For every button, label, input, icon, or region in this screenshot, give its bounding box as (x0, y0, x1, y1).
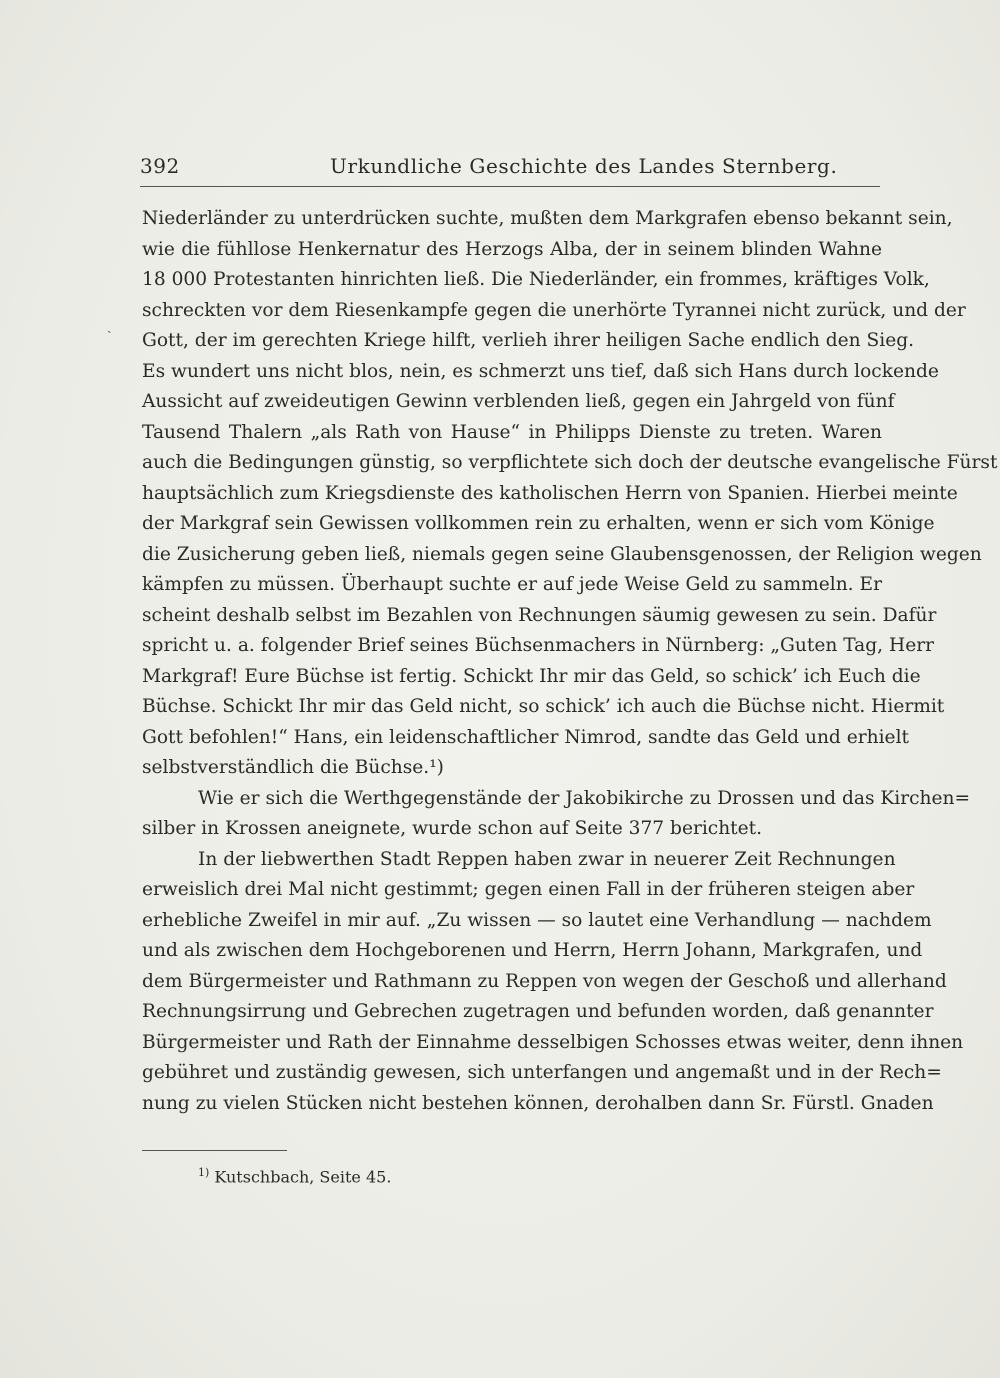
text-line: spricht u. a. folgender Brief seines Büchsenmachers in Nürnberg: „Guten Tag, Herr (142, 635, 934, 656)
text-line: silber in Krossen aneignete, wurde schon auf Seite 377 berichtet. (142, 818, 763, 839)
page-number: 392 (140, 154, 180, 178)
text-line: Markgraf! Eure Büchse ist fertig. Schickt Ihr mir das Geld, so schick’ ich Euch die (142, 665, 921, 687)
text-line: Wie er sich die Werthgegenstände der Jakobikirche zu Drossen und das Kirchen= (198, 787, 971, 809)
text-line: Büchse. Schickt Ihr mir das Geld nicht, so schick’ ich auch die Büchse nicht. Hiermit (142, 696, 945, 717)
margin-mark: ˏ (107, 318, 112, 334)
text-line: hauptsächlich zum Kriegsdienste des katholischen Herrn von Spanien. Hierbei meinte (142, 482, 958, 504)
footnote-rule (142, 1150, 287, 1151)
text-line: erweislich drei Mal nicht gestimmt; gegen einen Fall in der früheren steigen aber (142, 879, 915, 900)
text-line: schreckten vor dem Riesenkampfe gegen die unerhörte Tyrannei nicht zurück, und der (142, 299, 966, 321)
text-line: die Zusicherung geben ließ, niemals gegen seine Glaubensgenossen, der Religion wegen (142, 543, 982, 565)
text-line: nung zu vielen Stücken nicht bestehen können, derohalben dann Sr. Fürstl. Gnaden (142, 1092, 934, 1114)
text-line: Es wundert uns nicht blos, nein, es schmerzt uns tief, daß sich Hans durch lockende (142, 360, 939, 382)
text-line: gebühret und zuständig gewesen, sich unterfangen und angemaßt und in der Rech= (142, 1062, 942, 1083)
footnote-mark: 1) (198, 1166, 210, 1179)
text-line: Rechnungsirrung und Gebrechen zugetragen und befunden worden, daß genannter (142, 1001, 934, 1022)
text-line: Gott, der im gerechten Kriege hilft, verlieh ihrer heiligen Sache endlich den Sieg. (142, 330, 915, 351)
text-line: selbstverständlich die Büchse.¹) (142, 757, 444, 778)
text-line: Gott befohlen!“ Hans, ein leidenschaftlicher Nimrod, sandte das Geld und erhielt (142, 726, 909, 748)
text-line: In der liebwerthen Stadt Reppen haben zwar in neuerer Zeit Rechnungen (198, 848, 896, 870)
footnote-text: Kutschbach, Seite 45. (214, 1167, 392, 1187)
text-line: auch die Bedingungen günstig, so verpflichtete sich doch der deutsche evangelische Fürst (142, 452, 998, 473)
text-line: Tausend Thalern „als Rath von Hause“ in Philipps Dienste zu treten. Waren (142, 421, 882, 443)
text-line: 18 000 Protestanten hinrichten ließ. Die Niederländer, ein frommes, kräftiges Volk, (142, 269, 930, 290)
text-line: Bürgermeister und Rath der Einnahme desselbigen Schosses etwas weiter, denn ihnen (142, 1031, 964, 1053)
text-line: scheint deshalb selbst im Bezahlen von Rechnungen säumig gewesen zu sein. Dafür (142, 604, 937, 626)
footnote (198, 1166, 391, 1186)
body-text (142, 204, 998, 1119)
text-line: der Markgraf sein Gewissen vollkommen rein zu erhalten, wenn er sich vom Könige (142, 513, 935, 534)
text-line: wie die fühllose Henkernatur des Herzogs Alba, der in seinem blinden Wahne (142, 238, 882, 260)
running-head: Urkundliche Geschichte des Landes Sternberg. (330, 154, 838, 178)
text-line: erhebliche Zweifel in mir auf. „Zu wissen — so lautet eine Verhandlung — nachdem (142, 909, 932, 931)
page-header (140, 150, 880, 187)
text-line: Aussicht auf zweideutigen Gewinn verblenden ließ, gegen ein Jahrgeld von fünf (142, 391, 895, 412)
text-line: Niederländer zu unterdrücken suchte, mußten dem Markgrafen ebenso bekannt sein, (142, 208, 953, 229)
text-line: und als zwischen dem Hochgeborenen und Herrn, Herrn Johann, Markgrafen, und (142, 940, 923, 961)
text-line: kämpfen zu müssen. Überhaupt suchte er auf jede Weise Geld zu sammeln. Er (142, 574, 882, 595)
text-line: dem Bürgermeister und Rathmann zu Reppen von wegen der Geschoß und allerhand (142, 970, 947, 992)
